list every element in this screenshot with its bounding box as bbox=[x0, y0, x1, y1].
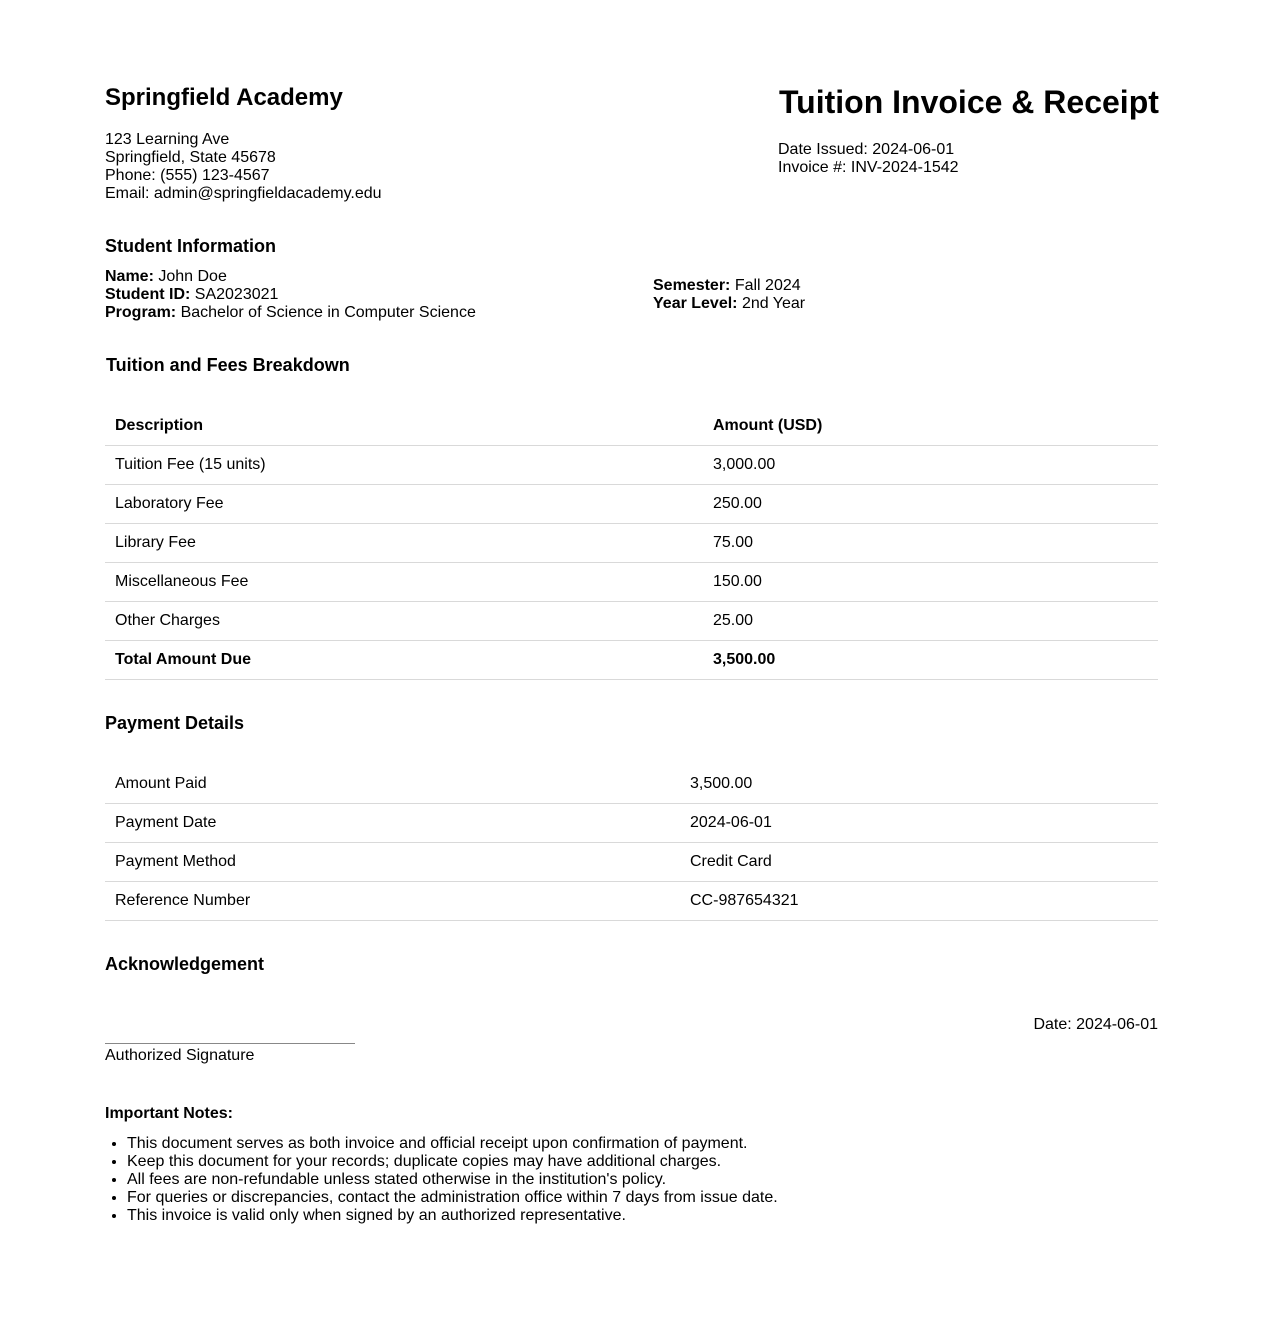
school-address-line1: 123 Learning Ave bbox=[105, 131, 230, 148]
semester-label: Semester: bbox=[653, 277, 731, 294]
fee-amount: 25.00 bbox=[703, 602, 1158, 641]
table-row bbox=[105, 882, 1158, 921]
student-id-row bbox=[105, 286, 476, 304]
table-row bbox=[105, 843, 1158, 882]
fees-header-row bbox=[105, 407, 1158, 446]
payment-label: Payment Method bbox=[105, 843, 680, 882]
fee-amount: 75.00 bbox=[703, 524, 1158, 563]
document-meta bbox=[778, 141, 959, 177]
list-item: • Keep this document for your records; duplicate copies may have additional charges. bbox=[127, 1153, 778, 1171]
student-name-row bbox=[105, 268, 476, 286]
student-program-row bbox=[105, 304, 476, 322]
payment-value: Credit Card bbox=[680, 843, 1158, 882]
payment-value: 2024-06-01 bbox=[680, 804, 1158, 843]
total-label: Total Amount Due bbox=[105, 641, 703, 680]
list-item: • For queries or discrepancies, contact the administration office within 7 days from issue date. bbox=[127, 1189, 778, 1207]
table-row bbox=[105, 602, 1158, 641]
notes-title: Important Notes: bbox=[105, 1105, 233, 1122]
document-title: Tuition Invoice & Receipt bbox=[779, 84, 1159, 120]
table-row bbox=[105, 804, 1158, 843]
semester-row bbox=[653, 277, 805, 295]
payment-value: CC-987654321 bbox=[680, 882, 1158, 921]
table-row bbox=[105, 524, 1158, 563]
payment-heading: Payment Details bbox=[105, 713, 245, 733]
total-row bbox=[105, 641, 1158, 680]
year-level: 2nd Year bbox=[741, 295, 806, 312]
list-item: • This document serves as both invoice and official receipt upon confirmation of payment. bbox=[127, 1135, 778, 1153]
table-row bbox=[105, 485, 1158, 524]
student-program: Bachelor of Science in Computer Science bbox=[180, 304, 476, 321]
year-level-label: Year Level: bbox=[653, 295, 738, 312]
student-id: SA2023021 bbox=[194, 286, 279, 303]
school-contact bbox=[105, 131, 382, 203]
student-program-label: Program: bbox=[105, 304, 177, 321]
fee-amount: 250.00 bbox=[703, 485, 1158, 524]
fee-description: Tuition Fee (15 units) bbox=[105, 446, 703, 485]
notes-list bbox=[105, 1135, 778, 1225]
acknowledgement-heading: Acknowledgement bbox=[105, 954, 265, 974]
fee-amount: 3,000.00 bbox=[703, 446, 1158, 485]
student-info-heading: Student Information bbox=[105, 236, 276, 256]
fees-heading: Tuition and Fees Breakdown bbox=[106, 355, 350, 375]
fee-description: Laboratory Fee bbox=[105, 485, 703, 524]
total-amount: 3,500.00 bbox=[703, 641, 1158, 680]
year-level-row bbox=[653, 295, 805, 313]
student-id-label: Student ID: bbox=[105, 286, 191, 303]
list-item: • This invoice is valid only when signed by an authorized representative. bbox=[127, 1207, 778, 1225]
school-phone: Phone: (555) 123-4567 bbox=[105, 167, 270, 184]
signature-line bbox=[105, 1043, 355, 1044]
table-row bbox=[105, 563, 1158, 602]
fees-table bbox=[105, 407, 1158, 680]
table-row bbox=[105, 765, 1158, 804]
payment-table bbox=[105, 765, 1158, 921]
invoice-number: Invoice #: INV-2024-1542 bbox=[778, 159, 959, 176]
student-info-right bbox=[653, 277, 805, 313]
fee-description: Miscellaneous Fee bbox=[105, 563, 703, 602]
fee-description: Library Fee bbox=[105, 524, 703, 563]
acknowledgement-date: Date: 2024-06-01 bbox=[1033, 1016, 1158, 1033]
fee-description: Other Charges bbox=[105, 602, 703, 641]
student-name-label: Name: bbox=[105, 268, 154, 285]
school-name: Springfield Academy bbox=[105, 84, 343, 111]
school-address-line2: Springfield, State 45678 bbox=[105, 149, 276, 166]
fees-col-description: Description bbox=[105, 407, 703, 446]
payment-label: Amount Paid bbox=[105, 765, 680, 804]
student-name: John Doe bbox=[158, 268, 227, 285]
list-item: • All fees are non-refundable unless stated otherwise in the institution's policy. bbox=[127, 1171, 778, 1189]
fees-col-amount: Amount (USD) bbox=[703, 407, 1158, 446]
fee-amount: 150.00 bbox=[703, 563, 1158, 602]
payment-label: Payment Date bbox=[105, 804, 680, 843]
semester: Fall 2024 bbox=[734, 277, 801, 294]
payment-value: 3,500.00 bbox=[680, 765, 1158, 804]
date-issued: Date Issued: 2024-06-01 bbox=[778, 141, 955, 158]
student-info-left bbox=[105, 268, 476, 322]
payment-label: Reference Number bbox=[105, 882, 680, 921]
signature-label: Authorized Signature bbox=[105, 1047, 255, 1064]
table-row bbox=[105, 446, 1158, 485]
school-email: Email: admin@springfieldacademy.edu bbox=[105, 185, 382, 202]
